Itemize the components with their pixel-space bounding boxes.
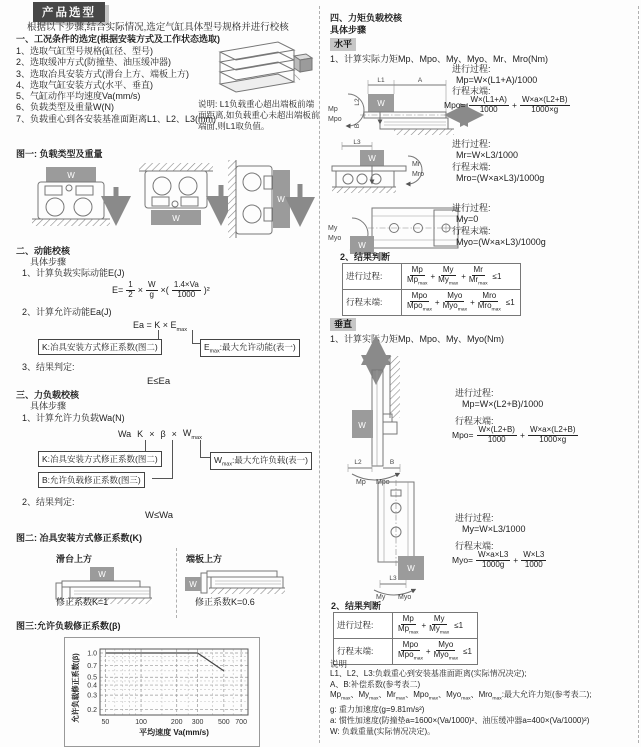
svg-text:L3: L3 [389,575,397,582]
judge-row-label: 行程末端: [334,639,393,664]
cond-item: 5、气缸动作平均速度Va(mm/s) [16,91,141,102]
x-tick-label: 50 [101,719,110,726]
load-w-box [273,170,290,228]
v-mp-process-label: 进行过程: [455,388,494,398]
beta-curve [105,653,223,671]
section3-title: 三、力负载校核 [16,390,80,400]
svg-text:My: My [376,594,386,601]
load-w-box [360,150,384,166]
svg-text:W: W [277,195,285,204]
fig1-diagram-floor [30,161,122,243]
judge-row [334,638,477,664]
svg-text:W: W [358,421,366,430]
cond-item: 2、选取缓冲方式(防撞垫、油压缓冲器) [16,57,172,68]
h-step1: 1、计算实际力矩Mp、Mpo、My、Myo、Mr、Mro(Nm) [330,54,549,64]
fig2-left-label: 滑台上方 [56,554,93,564]
fig2-title: 图二: 冶具安装方式修正系数(K) [16,533,142,543]
notes-title: 说明 [330,659,348,669]
iso-cylinder-diagram [210,34,314,102]
judge-row-terms: $\frac{\text{Mpo}}{Mpo_{max}}$ + $\frac{\text{Myo}}{Myo_{max}}$ + $\frac{\text{Mro}}{Mro_{max}}$ ≤1 [407,290,515,313]
note-line: A、B:补偿系数(参考表二) [330,679,421,689]
v-judge-table [333,612,478,665]
svg-text:A: A [417,77,423,84]
svg-text:W: W [67,171,75,180]
svg-text:Mr: Mr [412,161,421,168]
connector-k [158,330,159,339]
moment-ratio: $\frac{Mp}{Mp_{max}}$ [398,614,419,636]
y-tick-label: 0.7 [87,662,97,670]
kinetic-k-box: K:冶具安装方式修正系数(图二) [38,339,162,355]
v-my-process: My=W×L3/1000 [462,524,526,534]
y-tick-label: 0.4 [87,682,97,690]
kinetic-formula-e: E= $\frac{1}{2}$ × $\frac{W}{g}$ ×( $\frac{1.4\times Va}{1000}$ )² [112,280,210,299]
intro-text: 根据以下步骤,结合实际情况,选定气缸具体型号规格并进行校核 [27,22,289,33]
wall-hatch [228,160,236,238]
moment-ratio: $\frac{My}{My_{max}}$ [438,265,459,287]
svg-text:Mp: Mp [356,479,366,486]
load-w-box [368,94,394,112]
v-mp-end-formula: Mpo= $\frac{W\times(L2+B)}{1000}$ + $\frac{W\times a\times(L2+B)}{1000\times g}$ [452,425,576,444]
ground-hatch [394,129,454,135]
svg-text:L3: L3 [353,139,361,146]
fig1-diagram-ceiling [135,159,227,241]
judge-row-label: 行程末端: [343,290,402,315]
fig3-xlabel: 平均速度 Va(mm/s) [139,728,209,737]
v-judge-label: 2、结果判断 [331,601,382,611]
x-tick-label: 500 [217,719,230,726]
cond-item: 3、选取冶具安装方式(滑台上方、端板上方) [16,68,190,79]
svg-text:L1: L1 [377,77,385,84]
cond-item: 1、选取气缸型号规格(缸径、型号) [16,46,154,56]
fig2-left-k: 修正系数K=1 [56,597,109,607]
section3-steps-label: 具体步骤 [30,401,67,411]
judge-row-terms: $\frac{\text{Mpo}}{Mpo_{max}}$ + $\frac{\text{Myo}}{Myo_{max}}$ ≤1 [398,639,472,662]
connector-k2 [145,440,146,451]
v-diagram-mp [344,346,456,486]
v-mp-process: Mp=W×(L2+B)/1000 [462,399,544,409]
v-my-process-label: 进行过程: [455,513,494,523]
section4-title: 四、力矩负载校核 [330,13,403,23]
fig2-divider [176,548,177,618]
judge-row-terms: $\frac{Mp}{Mp_{max}}$ + $\frac{My}{My_{max}}$ ≤1 [398,614,464,636]
y-tick-label: 0.2 [87,706,97,714]
section4-steps-label: 具体步骤 [330,25,367,35]
svg-text:Myo: Myo [328,235,342,242]
v-my-end-label: 行程末端: [455,541,494,551]
cond-item: 4、选取气缸安装方式(水平、垂直) [16,79,154,90]
ground-hatch [32,219,110,226]
svg-text:B: B [354,123,361,129]
load-w-box [185,577,201,591]
load-w-box [46,167,96,182]
right-edge-divider [638,6,639,743]
judge-row [343,264,520,289]
section2-steps-label: 具体步骤 [30,257,67,267]
x-tick-label: 100 [135,719,147,726]
moment-ratio: $\frac{\text{Mpo}}{Mpo_{max}}$ [407,290,432,313]
svg-text:L2: L2 [354,459,362,466]
force-formula-wa: Wa K × β × $W_{max}$ [118,428,202,441]
load-w-box [398,556,424,580]
ground-hatch [209,588,285,594]
svg-text:W: W [98,570,106,579]
judge-row-label: 进行过程: [343,264,402,289]
svg-text:My: My [328,225,338,232]
force-step1: 1、计算允许力负载Wa(N) [22,413,125,423]
h-my-end: Myo=(W×a×L3)/1000g [456,237,546,247]
note-line: W: 负载重量(实际情况决定)。 [330,726,436,736]
load-w-box [151,210,201,225]
v-diagram-my [362,480,446,600]
load-w-box [352,410,373,438]
fig3-ylabel: 允许负载修正系数(β) [71,653,80,723]
h-mp-process: Mp=W×(L1+A)/1000 [456,75,538,85]
kinetic-emax-box: $E_{max}$:最大允许动能(表一) [200,339,300,357]
fig3-title: 图三:允许负载修正系数(β) [16,621,121,631]
note-line: $Mp_{max}$、$My_{max}$、$Mr_{max}$、Mpo$_{max}$、Myo$_{max}$、Mro$_{max}$:最大允许力矩(参考表二); [330,690,592,702]
page-title: 产品选型 [33,2,105,22]
note-line: L1、L2、L3:负载重心到安装基准面距离(实际情况决定); [330,669,527,678]
fig2-right-k: 修正系数K=0.6 [195,597,255,607]
kinetic-step1: 1、计算负载实际动能E(J) [22,268,125,278]
force-wmax-box: $W_{max}$:最大允许负载(表一) [210,452,312,470]
y-tick-label: 0.5 [87,674,97,682]
moment-ratio: $\frac{Mp}{Mp_{max}}$ [407,265,428,287]
svg-text:Myo: Myo [398,594,412,601]
svg-text:Mpo: Mpo [376,479,390,486]
ground-hatch [332,187,396,193]
h-mp-end-label: 行程末端: [452,86,491,96]
cond-item: 6、负载类型及重量W(N) [16,102,114,113]
y-tick-label: 1.0 [87,650,97,658]
h-my-end-label: 行程末端: [452,226,491,236]
v-step1: 1、计算实际力矩Mp、Mpo、My、Myo(Nm) [330,334,505,344]
force-b-box: B:允许负载修正系数(图三) [38,472,145,488]
moment-ratio: $\frac{Mr}{Mr_{max}}$ [468,265,488,287]
ceiling-hatch [139,163,213,171]
h-mp-process-label: 进行过程: [452,64,491,74]
l1-note: 说明: L1负载重心超出端板前端面距离,如负载重心未超出端板前端面,则L1取负值。 [198,99,320,131]
force-step2: 2、结果判定: [22,497,75,507]
fig1-diagram-wall [226,156,310,246]
h-my-process: My=0 [456,214,479,224]
svg-text:W: W [368,154,376,163]
h-diagram-mr [328,138,430,200]
h-my-process-label: 进行过程: [452,203,491,213]
fig2-right-label: 端板上方 [186,554,223,564]
svg-text:W: W [407,564,415,573]
x-tick-label: 700 [235,719,247,726]
moment-ratio: $\frac{\text{Mro}}{Mro_{max}}$ [477,290,501,313]
svg-text:Mpo: Mpo [328,116,342,123]
moment-ratio: $\frac{\text{Mpo}}{Mpo_{max}}$ [398,639,423,662]
h-judge-label: 2、结果判断 [340,252,391,262]
kinetic-result: E≤Ea [147,376,171,387]
vertical-tag: 垂直 [330,318,356,331]
judge-row [343,289,520,315]
y-tick-label: 0.3 [87,692,97,700]
h-mr-end-label: 行程末端: [452,162,491,172]
judge-row-label: 进行过程: [334,613,393,638]
kinetic-formula-ea: $Ea = K \times E_{max}$ [133,320,188,333]
svg-text:W: W [358,241,366,250]
svg-text:Mp: Mp [328,106,338,113]
judge-row-terms: $\frac{Mp}{Mp_{max}}$ + $\frac{My}{My_{max}}$ + $\frac{Mr}{Mr_{max}}$ ≤1 [407,265,502,287]
moment-ratio: $\frac{\text{Myo}}{Myo_{max}}$ [442,290,468,313]
plot-border [100,649,248,715]
h-mr-process: Mr=W×L3/1000 [456,150,519,160]
h-mr-process-label: 进行过程: [452,139,491,149]
horizontal-tag: 水平 [330,38,356,51]
svg-text:L2: L2 [354,98,361,106]
note-line: a: 惯性加速度(防撞垫a=1600×(Va/1000)²、油压缓冲器a=400×(Va/1000)²) [330,715,590,725]
cond-item: 7、负载重心到各安装基准面距离L1、L2、L3(mm) [16,113,217,124]
h-mr-end: Mro=(W×a×L3)/1000g [456,173,545,183]
kinetic-step2: 2、计算允许动能Ea(J) [22,307,112,317]
judge-row [334,613,477,638]
note-line: g: 重力加速度(g=9.81m/s²) [330,705,425,715]
wall-hatch [390,356,400,418]
svg-text:W: W [189,580,197,589]
h-mp-end-formula: Mpo= $\frac{W\times(L1+A)}{1000}$ + $\frac{W\times a\times(L2+B)}{1000\times g}$ [444,95,568,114]
v-mp-end-label: 行程末端: [455,416,494,426]
svg-text:B: B [389,459,395,466]
moment-ratio: $\frac{\text{Myo}}{Myo_{max}}$ [433,639,459,662]
h-judge-table [342,263,521,316]
x-tick-label: 300 [191,719,204,726]
force-result: W≤Wa [145,510,174,521]
fig1-title: 图一: 负载类型及重量 [16,149,103,159]
section1-title: 一、工况条件的选定(根据安装方式及工作状态选取) [16,34,220,44]
svg-text:W: W [172,214,180,223]
v-my-end-formula: Myo= $\frac{W\times a\times L3}{1000g}$ + $\frac{W\times L3}{1000}$ [452,550,545,569]
svg-text:Mro: Mro [412,171,425,178]
moment-ratio: $\frac{My}{My_{max}}$ [429,614,450,636]
kinetic-step3: 3、结果判定: [22,362,75,372]
load-w-box [90,567,114,581]
svg-text:W: W [377,99,385,108]
force-k-box: K:冶具安装方式修正系数(图二) [38,451,162,467]
cond-items [16,46,216,125]
fig3-chart [76,641,256,741]
notes-lines [330,669,592,737]
section2-title: 二、动能校核 [16,246,71,256]
x-tick-label: 200 [170,719,183,726]
